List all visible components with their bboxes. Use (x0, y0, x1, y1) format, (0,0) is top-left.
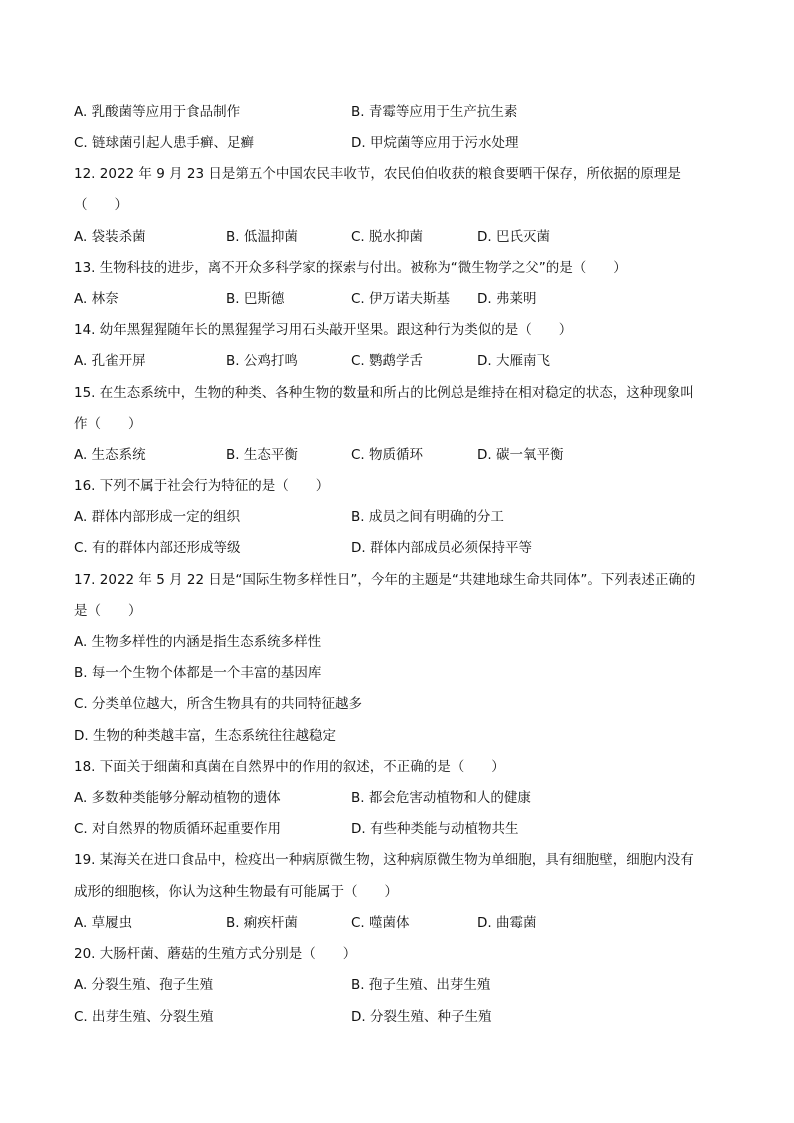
q16-option-c: C. 有的群体内部还形成等级 (74, 540, 241, 556)
q17-stem-line-2: 是（ ） (74, 603, 142, 619)
q15-stem-line-2: 作（ ） (74, 416, 142, 432)
q16-option-d: D. 群体内部成员必须保持平等 (351, 540, 532, 556)
q14-stem: 14. 幼年黑猩猩随年长的黑猩猩学习用石头敲开坚果。跟这种行为类似的是（ ） (74, 322, 573, 338)
q20-option-b: B. 孢子生殖、出芽生殖 (351, 977, 491, 993)
q16-option-b: B. 成员之间有明确的分工 (351, 509, 504, 525)
q14-option-d: D. 大雁南飞 (477, 353, 550, 369)
q13-option-c: C. 伊万诺夫斯基 (351, 291, 451, 307)
q20-option-c: C. 出芽生殖、分裂生殖 (74, 1009, 214, 1025)
q19-option-b: B. 痢疾杆菌 (226, 915, 298, 931)
q18-option-b: B. 都会危害动植物和人的健康 (351, 790, 531, 806)
q18-option-c: C. 对自然界的物质循环起重要作用 (74, 821, 282, 837)
q20-option-a: A. 分裂生殖、孢子生殖 (74, 977, 214, 993)
q19-option-a: A. 草履虫 (74, 915, 133, 931)
q12-option-d: D. 巴氏灭菌 (477, 229, 550, 245)
q12-stem-blank: （ ） (74, 197, 128, 213)
q17-option-b: B. 每一个生物个体都是一个丰富的基因库 (74, 665, 322, 681)
q17-stem: 17. 2022 年 5 月 22 日是“国际生物多样性日”，今年的主题是“共建地球生命共同体”。下列表述正确的 (74, 572, 696, 588)
q17-option-a: A. 生物多样性的内涵是指生态系统多样性 (74, 634, 322, 650)
q16-option-a: A. 群体内部形成一定的组织 (74, 509, 241, 525)
q20-stem: 20. 大肠杆菌、蘑菇的生殖方式分别是（ ） (74, 946, 357, 962)
q20-option-d: D. 分裂生殖、种子生殖 (351, 1009, 492, 1025)
q11-option-d: D. 甲烷菌等应用于污水处理 (351, 135, 519, 151)
q14-option-a: A. 孔雀开屏 (74, 353, 146, 369)
q11-option-c: C. 链球菌引起人患手癣、足癣 (74, 135, 255, 151)
q13-option-a: A. 林奈 (74, 291, 119, 307)
q13-stem: 13. 生物科技的进步，离不开众多科学家的探索与付出。被称为“微生物学之父”的是（ ） (74, 260, 627, 276)
q11-option-b: B. 青霉等应用于生产抗生素 (351, 104, 518, 120)
q19-stem-line-2: 成形的细胞核，你认为这种生物最有可能属于（ ） (74, 884, 398, 900)
q19-stem: 19. 某海关在进口食品中，检疫出一种病原微生物，这种病原微生物为单细胞，具有细胞壁，细胞内没有 (74, 852, 694, 868)
q15-stem: 15. 在生态系统中，生物的种类、各种生物的数量和所占的比例总是维持在相对稳定的状态，这种现象叫 (74, 385, 694, 401)
q15-option-a: A. 生态系统 (74, 447, 146, 463)
q11-option-a: A. 乳酸菌等应用于食品制作 (74, 104, 241, 120)
q15-option-d: D. 碳一氧平衡 (477, 447, 564, 463)
q19-option-c: C. 噬菌体 (351, 915, 410, 931)
q17-option-d: D. 生物的种类越丰富，生态系统往往越稳定 (74, 728, 336, 744)
q18-option-d: D. 有些种类能与动植物共生 (351, 821, 519, 837)
q12-option-c: C. 脱水抑菌 (351, 229, 424, 245)
q13-option-d: D. 弗莱明 (477, 291, 537, 307)
q12-stem: 12. 2022 年 9 月 23 日是第五个中国农民丰收节，农民伯伯收获的粮食要晒干保存，所依据的原理是 (74, 166, 681, 182)
q17-option-c: C. 分类单位越大，所含生物具有的共同特征越多 (74, 696, 363, 712)
q19-option-d: D. 曲霉菌 (477, 915, 537, 931)
q12-option-b: B. 低温抑菌 (226, 229, 298, 245)
q14-option-c: C. 鹦鹉学舌 (351, 353, 424, 369)
q15-option-c: C. 物质循环 (351, 447, 424, 463)
q18-stem: 18. 下面关于细菌和真菌在自然界中的作用的叙述，不正确的是（ ） (74, 759, 505, 775)
q14-option-b: B. 公鸡打鸣 (226, 353, 298, 369)
q12-option-a: A. 袋装杀菌 (74, 229, 146, 245)
q15-option-b: B. 生态平衡 (226, 447, 298, 463)
q18-option-a: A. 多数种类能够分解动植物的遗体 (74, 790, 281, 806)
q13-option-b: B. 巴斯德 (226, 291, 285, 307)
q16-stem: 16. 下列不属于社会行为特征的是（ ） (74, 478, 330, 494)
